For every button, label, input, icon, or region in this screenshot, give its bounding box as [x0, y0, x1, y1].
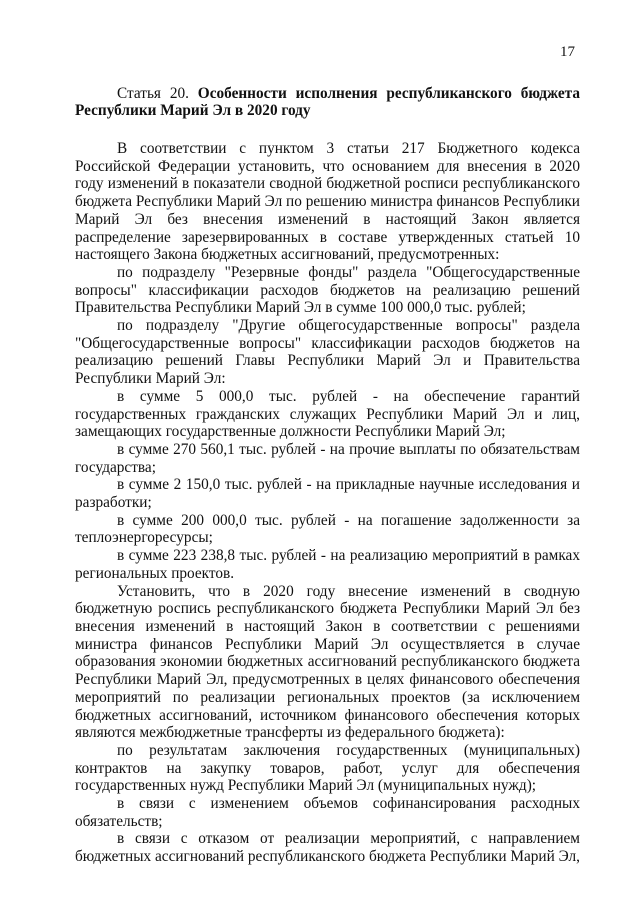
- paragraph-amount-research: в сумме 2 150,0 тыс. рублей - на прикладные научные исследования и разработки;: [75, 476, 580, 512]
- paragraph-amount-regional-projects: в сумме 223 238,8 тыс. рублей - на реализацию мероприятий в рамках региональных проектов.: [75, 547, 580, 582]
- article-heading: [75, 85, 580, 119]
- paragraph-cofinancing: в связи с изменением объемов софинансирования расходных обязательств;: [75, 795, 580, 830]
- paragraph-contracts: по результатам заключения государственных (муниципальных) контрактов на закупку товаров, работ, услуг для обеспечения государственных нужд Республики Марий Эл (муниципальных нужд);: [75, 741, 580, 795]
- document-body: [75, 140, 580, 866]
- paragraph-reserve-funds: по подразделу "Резервные фонды" раздела "Общегосударственные вопросы" классификации расходов бюджетов на реализацию решений Правительства Республики Марий Эл в сумме 100 000,0 тыс. рублей;: [75, 263, 580, 317]
- paragraph-establish: Установить, что в 2020 году внесение изменений в сводную бюджетную роспись республиканского бюджета Республики Марий Эл без внесения изменений в настоящий Закон в соответствии с решениями министра финансов Республики Марий Эл осуществляется в случае образования экономии бюджетных ассигнований республиканского бюджета Республики Марий Эл, предусмотренных в целях финансового обеспечения мероприятий по реализации региональных проектов (за исключением бюджетных ассигнований, источником финансового обеспечения которых являются межбюджетные трансферты из федерального бюджета):: [75, 582, 580, 742]
- paragraph-refusal: в связи с отказом от реализации мероприятий, с направлением бюджетных ассигнований республиканского бюджета Республики Марий Эл,: [75, 830, 580, 866]
- article-number: Статья 20.: [117, 85, 189, 102]
- paragraph-amount-heat-debt: в сумме 200 000,0 тыс. рублей - на погашение задолженности за теплоэнергоресурсы;: [75, 511, 580, 547]
- paragraph-amount-obligations: в сумме 270 560,1 тыс. рублей - на прочие выплаты по обязательствам государства;: [75, 440, 580, 476]
- article-title: Особенности исполнения республиканского бюджета Республики Марий Эл в 2020 году: [75, 85, 580, 119]
- paragraph-amount-guarantees: в сумме 5 000,0 тыс. рублей - на обеспечение гарантий государственных гражданских служащих Республики Марий Эл и лиц, замещающих государственные должности Республики Марий Эл;: [75, 387, 580, 441]
- page-number: 17: [560, 44, 575, 60]
- paragraph-intro: В соответствии с пунктом 3 статьи 217 Бюджетного кодекса Российской Федерации установить, что основанием для внесения в 2020 году изменений в показатели сводной бюджетной росписи республиканского бюджета Республики Марий Эл по решению министра финансов Республики Марий Эл без внесения изменений в настоящий Закон является распределение зарезервированных в составе утвержденных статьей 10 настоящего Закона бюджетных ассигнований, предусмотренных:: [75, 140, 580, 264]
- paragraph-other-issues: по подразделу "Другие общегосударственные вопросы" раздела "Общегосударственные вопросы" классификации расходов бюджетов на реализацию решений Главы Республики Марий Эл и Правительства Республики Марий Эл:: [75, 317, 580, 388]
